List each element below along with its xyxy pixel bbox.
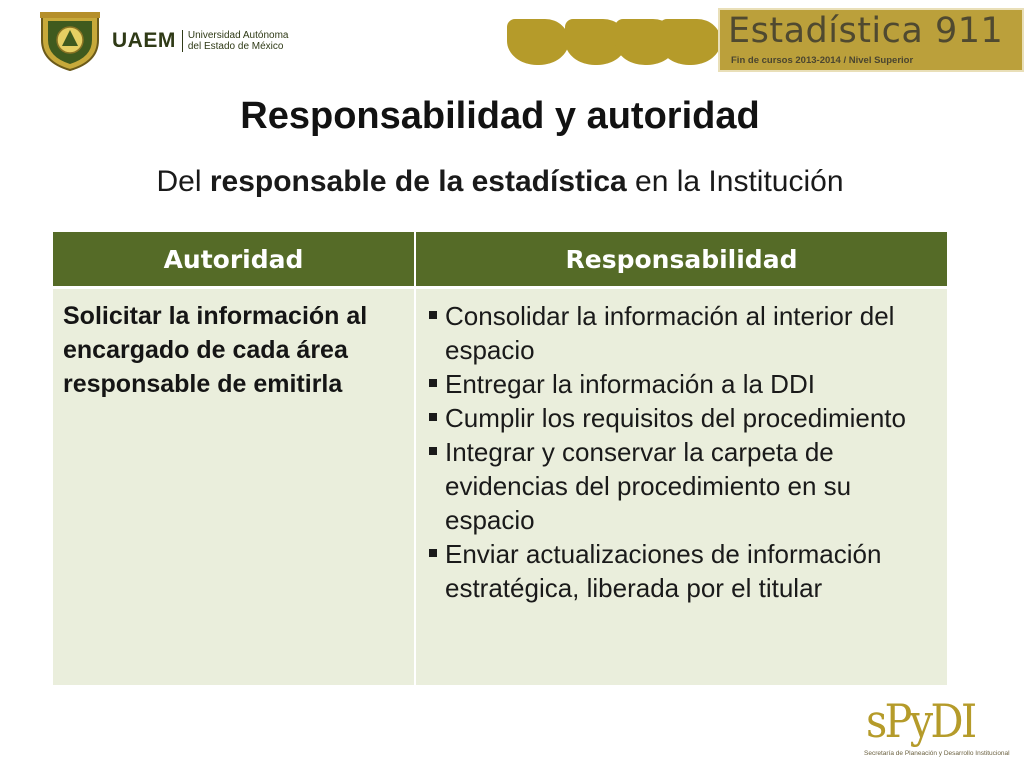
authority-responsibility-table [53,232,947,685]
table-row [53,288,947,686]
square-bullet-icon [429,311,437,319]
responsabilidad-cell [415,288,947,686]
autoridad-cell [53,288,415,686]
table-header-row [53,232,947,288]
slide-title: Responsabilidad y autoridad [240,95,760,137]
list-item [445,367,941,401]
spdi-logo [864,694,1024,768]
uaem-crest-logo [36,10,104,72]
square-bullet-icon [429,549,437,557]
decorative-pill-shape [659,19,721,65]
subtitle-suffix: en la Institución [626,165,844,198]
column-header-autoridad: Autoridad [53,232,415,288]
subtitle-prefix: Del [156,165,210,198]
column-header-responsabilidad: Responsabilidad [415,232,947,288]
subtitle-emphasis: responsable de la estadística [209,165,627,198]
list-item [445,401,941,435]
list-item [445,435,941,537]
banner-subtitle: Fin de cursos 2013-2014 / Nivel Superior [731,55,914,66]
uaem-full-name [183,30,289,52]
list-item [445,537,941,605]
list-item-text: Cumplir los requisitos del procedimiento [445,403,906,433]
spdi-logo-mark: sPyDI [866,694,975,748]
estadistica-911-banner [718,8,1024,72]
list-item [445,299,941,367]
list-item-text: Entregar la información a la DDI [445,369,815,399]
list-item-text: Consolidar la información al interior del espacio [445,301,895,365]
banner-title: Estadística 911 [728,11,1004,51]
autoridad-text: Solicitar la información al encargado de cada área responsable de emitirla [63,302,368,398]
uaem-wordmark [112,30,288,52]
list-item-text: Enviar actualizaciones de información estratégica, liberada por el titular [445,539,882,603]
uaem-abbreviation: UAEM [112,30,183,52]
uaem-name-line-2: del Estado de México [187,41,284,52]
spdi-full-name: Secretaría de Planeación y Desarrollo Institucional [864,750,1010,757]
slide-subtitle [0,165,1000,199]
responsabilidad-list [416,289,947,605]
square-bullet-icon [429,413,437,421]
decorative-pill-shape [507,19,569,65]
square-bullet-icon [429,379,437,387]
uaem-name-line-1: Universidad Autónoma [187,30,289,41]
list-item-text: Integrar y conservar la carpeta de evidencias del procedimiento en su espacio [445,437,852,535]
square-bullet-icon [429,447,437,455]
